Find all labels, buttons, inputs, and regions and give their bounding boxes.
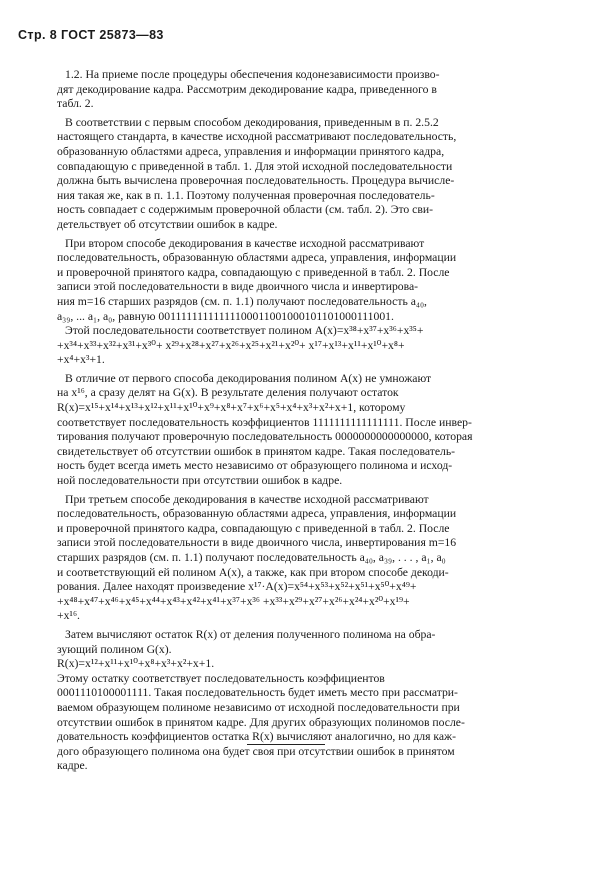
text-line: дого образующего полинома она будет своя при отсутствии ошибок в принятом	[57, 744, 455, 758]
paragraph	[57, 237, 581, 368]
text-line: и проверочной принятого кадра, совпадающую с приведенной в табл. 2. После	[57, 265, 450, 279]
text-line: 0001110100001111. Такая последовательность будет иметь место при рассматри-	[57, 686, 458, 700]
paragraph	[57, 372, 581, 489]
text-line: соответствует последовательность коэффициентов 1111111111111111. После инвер-	[57, 415, 472, 429]
text-line: ния такая же, как в п. 1.1. Поэтому полученная проверочная последователь-	[57, 188, 435, 202]
text-line: кадре.	[57, 759, 88, 773]
text-line: +x³⁴+x³³+x³²+x³¹+x³⁰+ x²⁹+x²⁸+x²⁷+x²⁶+x²⁵+x²¹+x²⁰+ x¹⁷+x¹³+x¹¹+x¹⁰+x⁸+	[57, 338, 405, 352]
text-line: Затем вычисляют остаток R(x) от деления полученного полинома на обра-	[65, 627, 436, 641]
text-line: детельствует об отсутствии ошибок в кадре.	[57, 217, 278, 231]
text-line: и проверочной принятого кадра, совпадающую с приведенной в табл. 2. После	[57, 521, 450, 535]
text-line: записи этой последовательности в виде двоичного числа, инвертирования m=16	[57, 536, 457, 550]
text-line: R(x)=x¹²+x¹¹+x¹⁰+x⁸+x³+x²+x+1.	[57, 657, 215, 671]
text-line: отсутствии ошибок в принятом кадре. Для других образующих полиномов после-	[57, 715, 465, 729]
text-line: зующий полином G(x).	[57, 642, 172, 656]
text-line: довательность коэффициентов остатка R(x) вычисляют аналогично, но для каж-	[57, 730, 457, 744]
document-body	[57, 68, 581, 778]
text-line: ной последовательности при отсутствии ошибок в кадре.	[57, 474, 343, 488]
text-line: В отличие от первого способа декодирования полином A(x) не умножают	[65, 371, 432, 385]
text-line: рования. Далее находят произведение x¹⁷·A(x)=x⁵⁴+x⁵³+x⁵²+x⁵¹+x⁵⁰+x⁴⁹+	[57, 580, 417, 594]
text-line: R(x)=x¹⁵+x¹⁴+x¹³+x¹²+x¹¹+x¹⁰+x⁹+x⁸+x⁷+x⁶+x⁵+x⁴+x³+x²+x+1, которому	[57, 401, 406, 415]
paragraph	[57, 493, 581, 624]
text-line: 1.2. На приеме после процедуры обеспечения кодонезависимости произво-	[65, 68, 440, 81]
paragraph	[57, 68, 581, 112]
text-line: должна быть вычислена проверочная последовательность. Процедура вычисле-	[57, 174, 455, 188]
text-line: записи этой последовательности в виде двоичного числа и инвертирова-	[57, 280, 419, 294]
text-line: При третьем способе декодирования в качестве исходной рассматривают	[65, 492, 429, 506]
text-line: совпадающую с приведенной в табл. 1. Для этой исходной последовательности	[57, 159, 453, 173]
text-line: +x¹⁶.	[57, 609, 80, 623]
text-line: последовательность, образованную областями адреса, управления, информации	[57, 251, 457, 265]
text-line: тирования получают проверочную последовательность 0000000000000000, которая	[57, 430, 473, 444]
text-line: +x⁴⁸+x⁴⁷+x⁴⁶+x⁴⁵+x⁴⁴+x⁴³+x⁴²+x⁴¹+x³⁷+x³⁶ +x³³+x²⁹+x²⁷+x²⁶+x²⁴+x²⁰+x¹⁹+	[57, 594, 410, 608]
text-line: табл. 2.	[57, 97, 94, 111]
text-line: В соответствии с первым способом декодирования, приведенным в п. 2.5.2	[65, 115, 439, 129]
text-line: Этой последовательности соответствует полином A(x)=x³⁸+x³⁷+x³⁶+x³⁵+	[65, 324, 424, 338]
page-header: Стр. 8 ГОСТ 25873—83	[18, 28, 164, 42]
text-line: ния m=16 старших разрядов (см. п. 1.1) получают последовательность a₄₀,	[57, 294, 427, 308]
text-line: При втором способе декодирования в качестве исходной рассматривают	[65, 236, 425, 250]
text-line: a₃₉, ... a₁, a₀, равную 00111111111111100011001000101101000111001.	[57, 309, 394, 323]
text-line: ность совпадает с содержимым проверочной области (см. табл. 2). Это сви-	[57, 203, 434, 217]
text-line: свидетельствует об отсутствии ошибок в принятом кадре. Такая последователь-	[57, 444, 456, 458]
text-line: ность будет всегда иметь место независимо от образующего полинома и исход-	[57, 459, 453, 473]
text-line: и соответствующий ей полином A(x), а также, как при втором способе декоди-	[57, 565, 449, 579]
text-line: образованную областями адреса, управления и информации принятого кадра,	[57, 144, 445, 158]
text-line: ваемом образующем полиноме независимо от исходной последовательности при	[57, 700, 460, 714]
text-line: старших разрядов (см. п. 1.1) получают последовательность a₄₀, a₃₉, . . . , a₁, a₀	[57, 551, 446, 564]
text-line: на x¹⁶, а сразу делят на G(x). В результате деления получают остаток	[57, 386, 399, 400]
text-line: +x⁴+x³+1.	[57, 353, 105, 367]
text-line: Этому остатку соответствует последовательность коэффициентов	[57, 671, 385, 685]
end-rule	[247, 744, 325, 745]
text-line: последовательность, образованную областями адреса, управления, информации	[57, 507, 457, 521]
text-line: дят декодирование кадра. Рассмотрим декодирование кадра, приведенного в	[57, 82, 437, 96]
paragraph	[57, 628, 581, 774]
text-line: настоящего стандарта, в качестве исходной рассматривают последовательность,	[57, 130, 457, 144]
paragraph	[57, 116, 581, 233]
